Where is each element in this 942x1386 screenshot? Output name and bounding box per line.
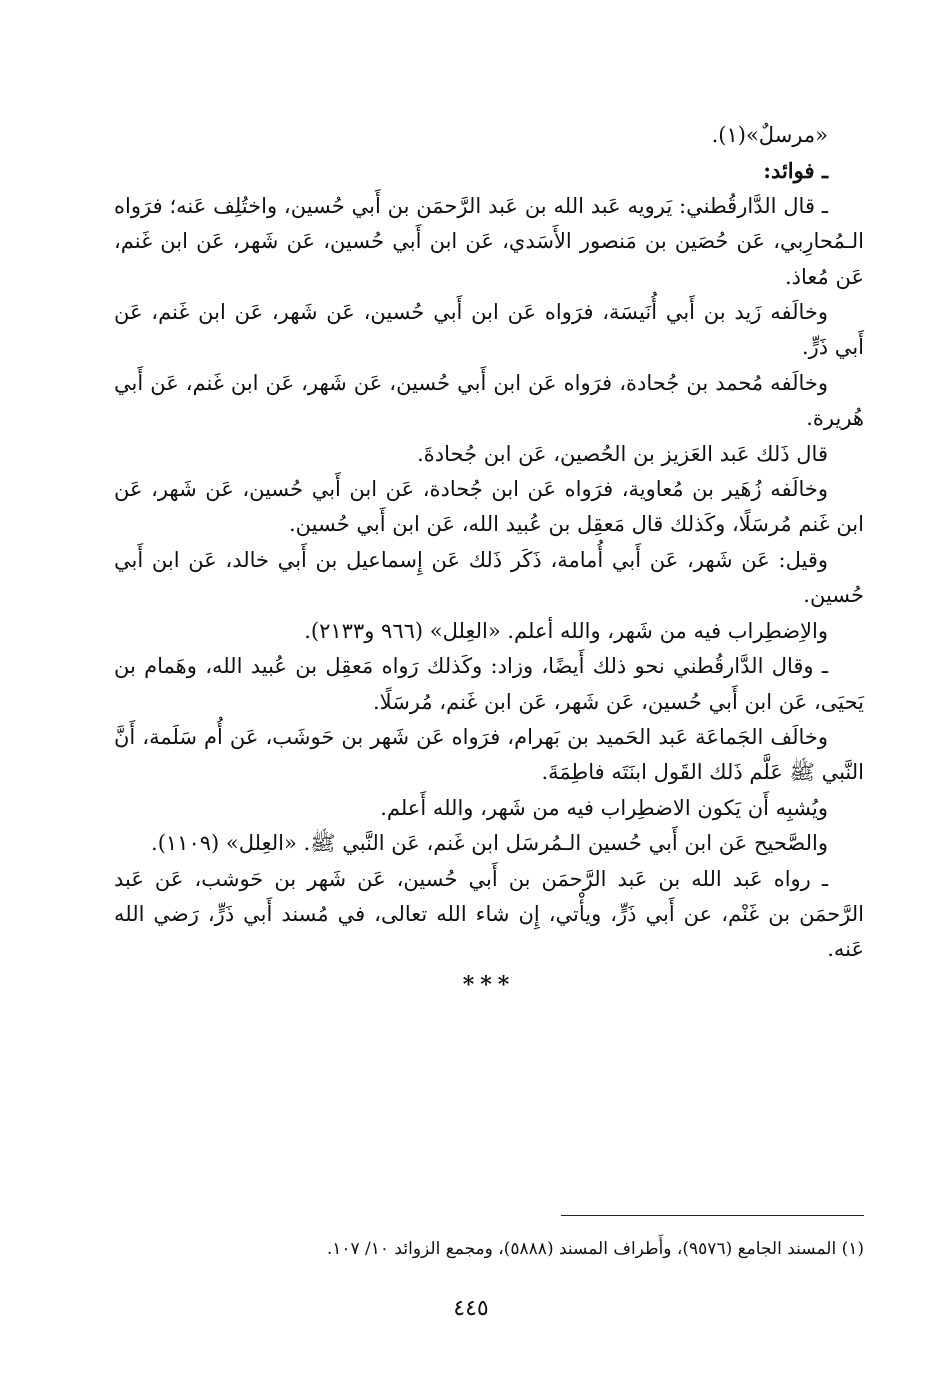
footnote-divider (561, 1215, 864, 1216)
paragraph-8: ـ وقال الدَّارقُطني نحو ذلك أَيضًا، وزاد: وكَذلك رَواه مَعقِل بن عُبيد الله، وهَمام بن يَحيَى، عَن ابن أَبي حُسين، عَن شَهر، عَن ابن غَنم، مُرسَلًا. (114, 654, 864, 714)
section-heading: ـ فوائد: (763, 158, 828, 184)
paragraph-1: ـ قال الدَّارقُطني: يَرويه عَبد الله بن عَبد الرَّحمَن بن أَبي حُسين، واختُلِف عَنه؛ فرَواه الـمُحارِبي، عَن حُصَين بن مَنصور الأَسَدي، عَن ابن أَبي حُسين، عَن شَهر، عَن ابن غَنم، عَن مُعاذ. (114, 193, 864, 289)
main-text (114, 118, 864, 1003)
section-separator: *** (462, 971, 516, 998)
paragraph-12: ـ رواه عَبد الله بن عَبد الرَّحمَن بن أَبي حُسين، عَن شَهر بن حَوشب، عَن عَبد الرَّحمَن بن غَنْم، عن أَبي ذَرٍّ، ويأْتي، إِن شاء الله تعالى، في مُسند أَبي ذَرٍّ، رَضي الله عَنه. (114, 866, 864, 962)
paragraph-7: والاِضطِراب فيه من شَهر، والله أعلم. «العِلل» (٩٦٦ و٢١٣٣). (304, 618, 828, 643)
page-number: ٤٤٥ (453, 1296, 489, 1321)
paragraph-3: وخالَفه مُحمد بن جُحادة، فرَواه عَن ابن أَبي حُسين، عَن شَهر، عَن ابن غَنم، عَن أَبي هُريرة. (114, 370, 864, 431)
paragraph-10: ويُشبِه أَن يَكون الاضطِراب فيه من شَهر، والله أَعلم. (380, 795, 828, 820)
paragraph-4: قال ذَلك عَبد العَزيز بن الحُصين، عَن ابن جُحادةَ. (417, 441, 828, 466)
paragraph-6: وقيل: عَن شَهر، عَن أَبي أُمامة، ذَكَر ذَلك عَن إِسماعيل بن أَبي خالد، عَن ابن أَبي حُسين. (114, 547, 864, 608)
paragraph-11: والصَّحيح عَن ابن أَبي حُسين الـمُرسَل ابن غَنم، عَن النَّبي ﷺ. «العِلل» (١١٠٩). (151, 831, 828, 856)
paragraph-9: وخالَف الجَماعَة عَبد الحَميد بن بَهرام، فرَواه عَن شَهر بن حَوشَب، عَن أُم سَلَمة، أَنَّ النَّبي ﷺ عَلَّم ذَلك القَول ابنَتَه فاطِمَةَ. (114, 724, 864, 785)
paragraph-5: وخالَفه زُهَير بن مُعاوية، فرَواه عَن ابن جُحادة، عَن ابن أَبي حُسين، عَن شَهر، عَن ابن غَنم مُرسَلًا، وكَذلك قال مَعقِل بن عُبيد الله، عَن ابن أَبي حُسين. (114, 477, 864, 537)
paragraph-2: وخالَفه زَيد بن أَبي أُنَيسَة، فرَواه عَن ابن أَبي حُسين، عَن شَهر، عَن ابن غَنم، عَن أَبي ذَرٍّ. (114, 300, 864, 360)
text-line-1: «مرسلٌ»(١). (711, 123, 828, 147)
footnote: (١) المسند الجامع (٩٥٧٦)، وأَطراف المسند (٥٨٨٨)، ومجمع الزوائد ١٠/ ١٠٧. (326, 1239, 864, 1259)
